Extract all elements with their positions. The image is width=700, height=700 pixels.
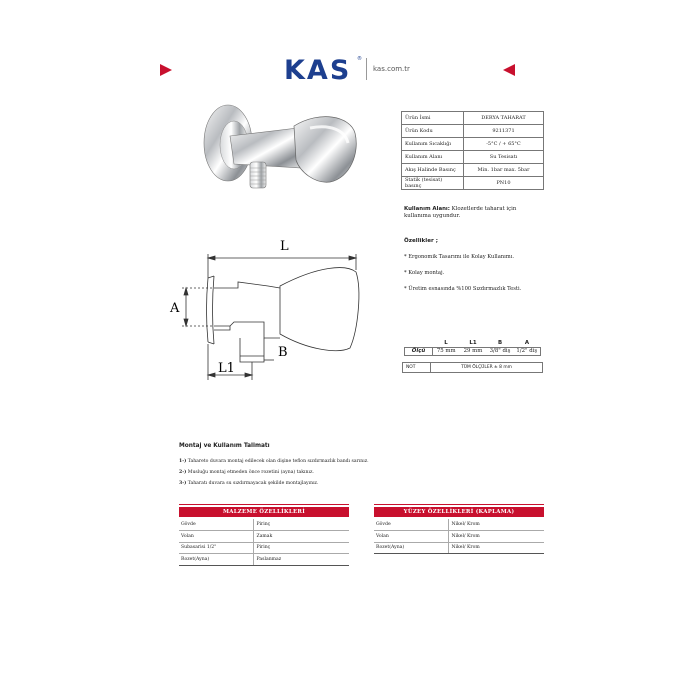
dim-label-B: B (278, 345, 288, 360)
features-list (404, 249, 554, 297)
usage-text: Klozetlerde taharat için kullanıma uygundur. (404, 206, 517, 219)
spec-row-label: Statik (tesisat) basınç (402, 177, 464, 190)
surface-title: YÜZEY ÖZELLİKLERİ (KAPLAMA) (374, 507, 544, 517)
spec-row-value: -5°C / + 65°C (464, 138, 544, 151)
spec-row-value: Min. 1bar max. 5bar (464, 164, 544, 177)
note-text: TÜM ÖLÇÜLER ± 8 mm (431, 363, 543, 373)
dimensions-table (404, 339, 541, 356)
material-row-value: Paslanmaz (253, 554, 349, 566)
material-row-label: Volan (179, 531, 253, 543)
product-spec-table (401, 111, 544, 190)
material-row-value: Pirinç (253, 542, 349, 554)
dim-value: 75 mm (433, 347, 460, 355)
dim-header: B (497, 339, 503, 346)
material-row-label: Gövde (179, 519, 253, 531)
spec-row (402, 151, 544, 164)
brand-logo: KAS (284, 55, 352, 86)
dim-row-label: Ölçü (405, 347, 433, 355)
material-row-label: Subasarisi 1/2" (179, 542, 253, 554)
step-number: 1-) (179, 459, 187, 464)
spec-row (402, 112, 544, 125)
surface-row (374, 531, 544, 543)
material-row (179, 531, 349, 543)
dim-label-L: L (280, 239, 289, 254)
spec-row-label: Kullanım Alanı (402, 151, 464, 164)
spec-row (402, 138, 544, 151)
material-row (179, 542, 349, 554)
spec-row-value: DERYA TAHARAT (464, 112, 544, 125)
dim-label-A: A (170, 301, 180, 316)
step-number: 2-) (179, 470, 187, 475)
surface-divider (374, 504, 544, 505)
technical-drawing (168, 230, 368, 382)
spec-row-value: 9211371 (464, 125, 544, 138)
surface-row-label: Volan (374, 531, 448, 543)
feature-item: * Ergonomik Tasarımı ile Kolay Kullanımı. (404, 254, 515, 260)
step-text: Musluğu montaj etmeden önce rozetini (ayna) takınız. (187, 470, 314, 475)
dim-header: L1 (469, 339, 477, 346)
spec-row-value: Su Tesisatı (464, 151, 544, 164)
surface-row-label: Rozet(Ayna) (374, 542, 448, 554)
spec-row-value: PN10 (464, 177, 544, 190)
spec-row-label: Ürün İsmi (402, 112, 464, 125)
surface-row-label: Gövde (374, 519, 448, 531)
material-table (179, 519, 349, 566)
material-row-value: Pirinç (253, 519, 349, 531)
spec-row-label: Akış Halinde Basınç (402, 164, 464, 177)
right-arrow-icon (503, 64, 515, 76)
surface-row-value: Nikel/ Krom (448, 519, 544, 531)
note-label: NOT (403, 363, 431, 373)
instruction-step (179, 481, 429, 486)
surface-row (374, 542, 544, 554)
dim-header: L (444, 339, 448, 346)
usage-section (404, 206, 544, 220)
feature-item: * Kolay montaj. (404, 270, 445, 276)
dim-value: 3/8" diş (487, 347, 514, 355)
spec-row (402, 177, 544, 190)
dim-value: 29 mm (460, 347, 487, 355)
material-row-value: Zamak (253, 531, 349, 543)
surface-row-value: Nikel/ Krom (448, 531, 544, 543)
left-arrow-icon (160, 64, 172, 76)
spec-row-label: Ürün Kodu (402, 125, 464, 138)
step-text: Taharatı duvara su sızdırmayacak şekilde montajlayınız. (187, 481, 319, 486)
product-photo (190, 98, 370, 208)
spec-row (402, 125, 544, 138)
material-row (179, 519, 349, 531)
spec-row (402, 164, 544, 177)
material-title: MALZEME ÖZELLİKLERİ (179, 507, 349, 517)
surface-table (374, 519, 544, 554)
surface-row-value: Nikel/ Krom (448, 542, 544, 554)
feature-item: * Üretim esnasında %100 Sızdırmazlık Testi. (404, 286, 522, 292)
tolerance-note (402, 362, 543, 373)
instructions-title: Montaj ve Kullanım Talimatı (179, 443, 270, 449)
features-title: Özellikler ; (404, 238, 438, 244)
logo-divider (366, 58, 367, 80)
material-row (179, 554, 349, 566)
instruction-step (179, 459, 429, 464)
website-link[interactable]: kas.com.tr (373, 65, 410, 73)
instruction-step (179, 470, 429, 475)
material-divider (179, 504, 349, 505)
registered-mark: ® (357, 56, 362, 62)
dim-label-L1: L1 (218, 361, 235, 376)
usage-label: Kullanım Alanı: (404, 206, 450, 212)
step-number: 3-) (179, 481, 187, 486)
step-text: Tahareto duvara montaj edilecek olan dişine teflon sızdırmazlık bandı sarınız. (187, 459, 369, 464)
dim-header: A (524, 339, 530, 346)
dim-value: 1/2" diş (514, 347, 541, 355)
spec-row-label: Kullanım Sıcaklığı (402, 138, 464, 151)
surface-row (374, 519, 544, 531)
material-row-label: Rozet(Ayna) (179, 554, 253, 566)
